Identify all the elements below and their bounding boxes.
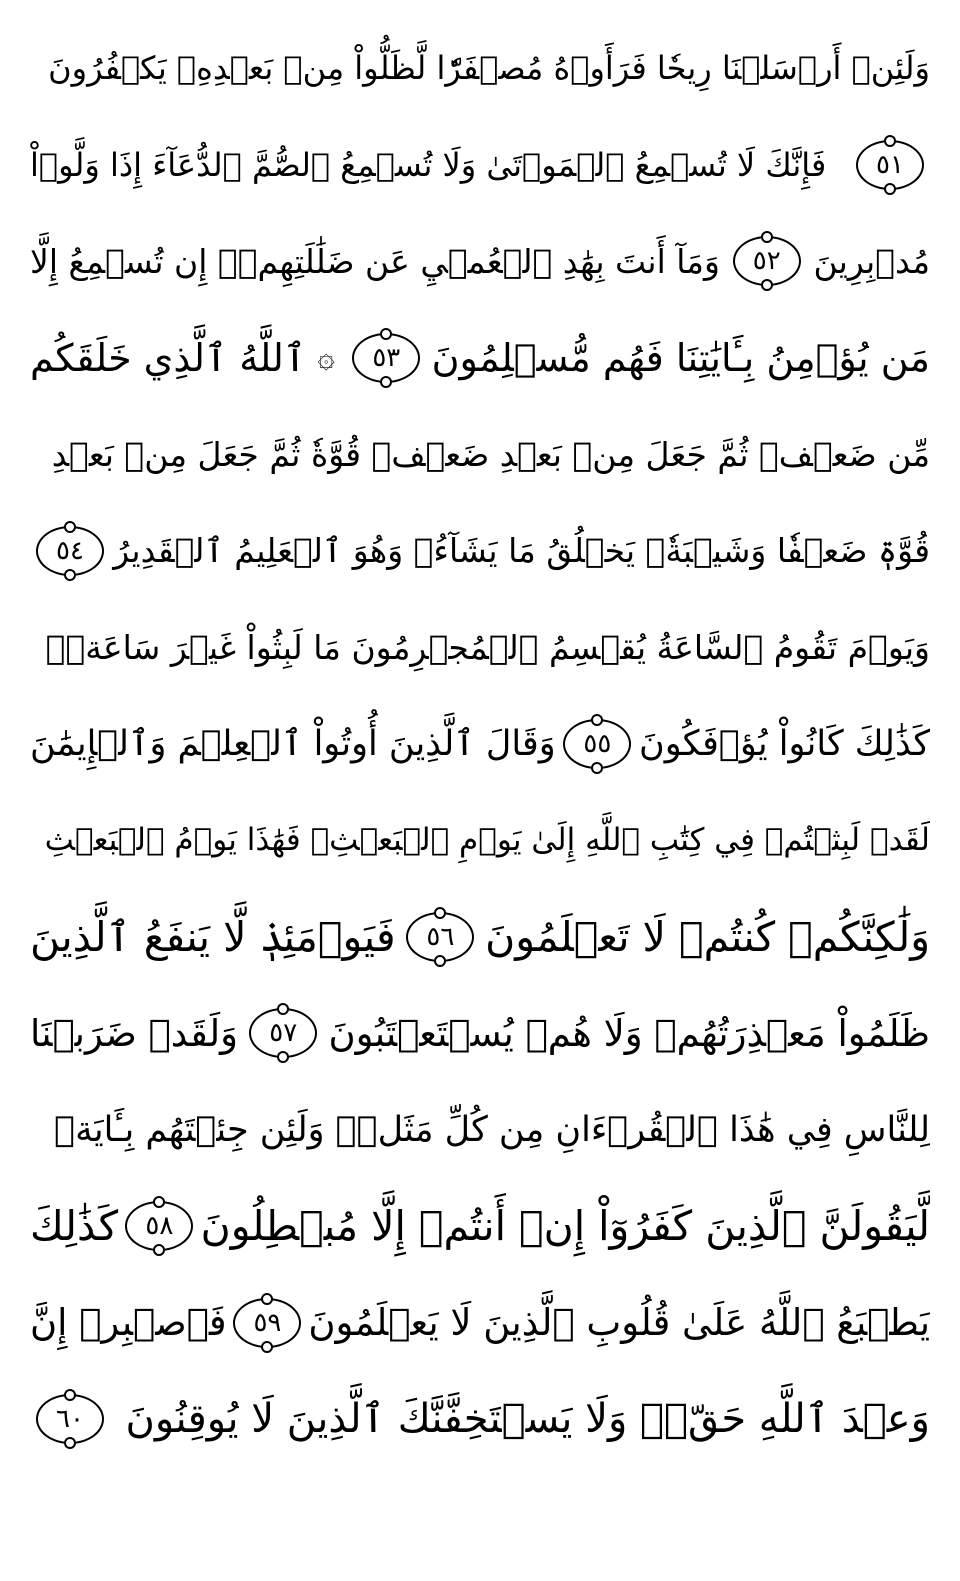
verse-text: كَذَٰلِكَ كَانُواْ يُؤۡفَكُونَ: [639, 723, 930, 764]
verse-text: مُدۡبِرِينَ: [813, 241, 930, 281]
ayah-number-marker: ٥٦: [406, 912, 474, 962]
verse-text: يَطۡبَعُ ٱللَّهُ عَلَىٰ قُلُوبِ ٱلَّذِينَ لَا يَعۡلَمُونَ: [308, 1301, 930, 1345]
ayah-number-marker: ٥٩: [233, 1298, 301, 1348]
text-line: [30, 213, 930, 310]
ayah-number-marker: ٥٥: [563, 719, 631, 769]
text-line: [30, 1178, 930, 1275]
verse-text: فَيَوۡمَئِذٖ لَّا يَنفَعُ ٱلَّذِينَ: [30, 912, 396, 961]
text-line: [30, 985, 930, 1082]
verse-text: ٱللَّهُ ٱلَّذِي خَلَقَكُم: [30, 335, 307, 380]
text-line: [30, 406, 930, 503]
text-line: [30, 117, 930, 214]
text-line: [30, 310, 930, 407]
ayah-number-marker: ٥٧: [249, 1008, 317, 1058]
verse-text: فَٱصۡبِرۡ إِنَّ: [30, 1301, 227, 1345]
verse-text: وَلَٰكِنَّكُمۡ كُنتُمۡ لَا تَعۡلَمُونَ: [485, 912, 930, 961]
ayah-number-marker: ٦٠: [36, 1394, 104, 1444]
verse-text: وَعۡدَ ٱللَّهِ حَقّٞۖ وَلَا يَسۡتَخِفَّنَّكَ ٱلَّذِينَ لَا يُوقِنُونَ: [125, 1396, 930, 1443]
text-line: [30, 1371, 930, 1468]
verse-text: لَّيَقُولَنَّ ٱلَّذِينَ كَفَرُوٓاْ إِنۡ أَنتُمۡ إِلَّا مُبۡطِلُونَ: [200, 1202, 930, 1251]
text-line: [30, 20, 930, 117]
text-line: [30, 1275, 930, 1372]
verse-text: لَقَدۡ لَبِثۡتُمۡ فِي كِتَٰبِ ٱللَّهِ إِلَىٰ يَوۡمِ ٱلۡبَعۡثِۖ فَهَٰذَا يَوۡمُ ٱلۡبَعۡثِ: [44, 822, 930, 859]
text-line: [30, 792, 930, 889]
ayah-number-marker: ٥١: [856, 140, 924, 190]
text-line: [30, 599, 930, 696]
quran-page: [30, 20, 930, 1565]
ayah-number-marker: ٥٢: [733, 236, 801, 286]
verse-text: مَن يُؤۡمِنُ بِـَٔايَٰتِنَا فَهُم مُّسۡلِمُونَ: [431, 335, 930, 380]
verse-text: ظَلَمُواْ مَعۡذِرَتُهُمۡ وَلَا هُمۡ يُسۡتَعۡتَبُونَ: [328, 1011, 930, 1055]
verse-text: وَقَالَ ٱلَّذِينَ أُوتُواْ ٱلۡعِلۡمَ وَٱلۡإِيمَٰنَ: [30, 723, 556, 764]
ayah-number-marker: ٥٤: [36, 526, 104, 576]
rub-el-hizb-icon: ۞: [317, 340, 335, 376]
verse-text: وَمَآ أَنتَ بِهَٰدِ ٱلۡعُمۡيِ عَن ضَلَٰلَتِهِمۡۖ إِن تُسۡمِعُ إِلَّا: [30, 241, 720, 281]
verse-text: فَإِنَّكَ لَا تُسۡمِعُ ٱلۡمَوۡتَىٰ وَلَا تُسۡمِعُ ٱلصُّمَّ ٱلدُّعَآءَ إِذَا وَلَّوۡاْ: [30, 145, 827, 184]
verse-text: مِّن ضَعۡفٖ ثُمَّ جَعَلَ مِنۢ بَعۡدِ ضَعۡفٖ قُوَّةٗ ثُمَّ جَعَلَ مِنۢ بَعۡدِ: [51, 434, 930, 474]
text-line: [30, 1082, 930, 1179]
verse-text: وَيَوۡمَ تَقُومُ ٱلسَّاعَةُ يُقۡسِمُ ٱلۡمُجۡرِمُونَ مَا لَبِثُواْ غَيۡرَ سَاعَةٖۚ: [45, 627, 930, 667]
verse-text: قُوَّةٖ ضَعۡفٗا وَشَيۡبَةٗۚ يَخۡلُقُ مَا يَشَآءُۖ وَهُوَ ٱلۡعَلِيمُ ٱلۡقَدِيرُ: [113, 531, 930, 571]
verse-text: كَذَٰلِكَ: [30, 1202, 119, 1251]
verse-text: وَلَئِنۡ أَرۡسَلۡنَا رِيحٗا فَرَأَوۡهُ مُصۡفَرّٗا لَّظَلُّواْ مِنۢ بَعۡدِهِۦ يَكۡفُرُونَ: [48, 49, 930, 88]
text-line: [30, 696, 930, 793]
verse-text: لِلنَّاسِ فِي هَٰذَا ٱلۡقُرۡءَانِ مِن كُلِّ مَثَلٖۚ وَلَئِن جِئۡتَهُم بِـَٔايَةٖ: [54, 1109, 930, 1150]
ayah-number-marker: ٥٣: [352, 333, 420, 383]
text-line: [30, 503, 930, 600]
text-line: [30, 889, 930, 986]
verse-text: وَلَقَدۡ ضَرَبۡنَا: [30, 1011, 239, 1055]
ayah-number-marker: ٥٨: [125, 1201, 193, 1251]
